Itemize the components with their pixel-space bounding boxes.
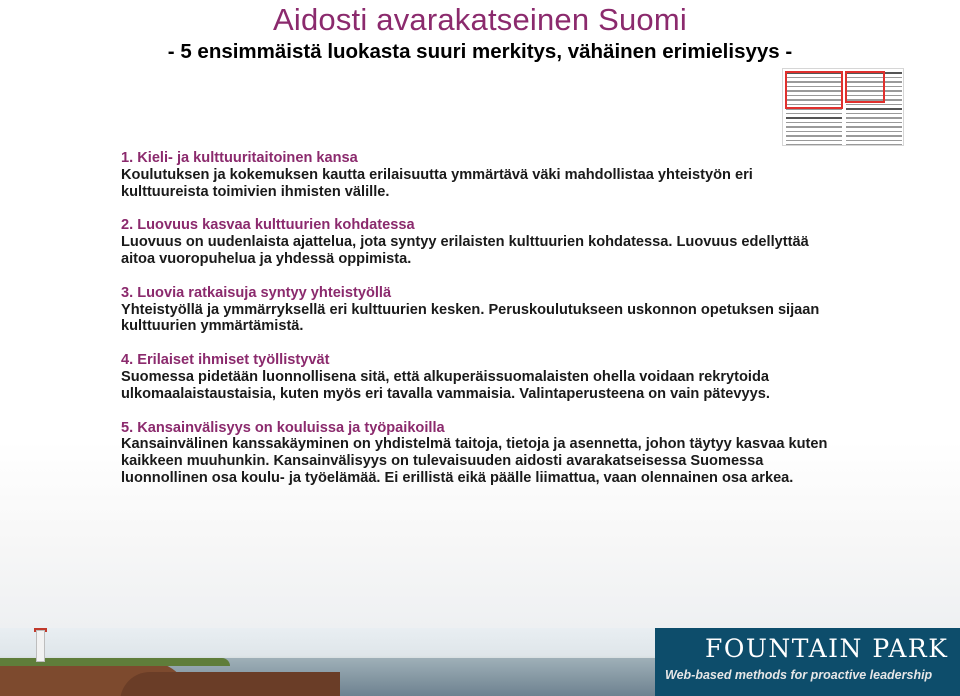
logo-tagline: Web-based methods for proactive leadership	[665, 668, 933, 682]
vision-list	[121, 150, 841, 504]
fountain-park-logo	[655, 628, 960, 696]
highlight-box	[845, 71, 885, 103]
item-heading: 5. Kansainvälisyys on kouluissa ja työpaikoilla	[121, 419, 445, 436]
page-title: Aidosti avarakatseinen Suomi	[273, 2, 687, 37]
list-item	[121, 217, 841, 267]
list-item	[121, 150, 841, 200]
coastline-photo	[0, 628, 655, 696]
item-text: Yhteistyöllä ja ymmärryksellä eri kulttuurien kesken. Peruskoulutukseen uskonnon opetuksen sijaan kulttuurien ymmärtämistä.	[121, 301, 820, 335]
item-text: Koulutuksen ja kokemuksen kautta erilaisuutta ymmärtävä väki mahdollistaa yhteistyön eri kulttuureista toimivien ihmisten välille.	[121, 166, 753, 200]
list-item	[121, 285, 841, 335]
highlight-box	[785, 71, 843, 109]
item-heading: 4. Erilaiset ihmiset työllistyvät	[121, 352, 330, 369]
item-heading: 3. Luovia ratkaisuja syntyy yhteistyöllä	[121, 284, 392, 301]
page-subtitle: - 5 ensimmäistä luokasta suuri merkitys, vähäinen erimielisyys -	[167, 40, 793, 63]
list-item	[121, 352, 841, 402]
item-heading: 1. Kieli- ja kulttuuritaitoinen kansa	[121, 150, 358, 166]
item-text: Kansainvälinen kanssakäyminen on yhdistelmä taitoja, tietoja ja asennetta, johon täytyy kasvaa kuten kaikkeen muuhunkin. Kansainvälisyys on tulevaisuuden aidosti avarakatseisessa Suomessa luonnollinen osa koulu- ja työelämää. Ei erillistä eikä päälle liimattua, vaan olennainen osa arkea.	[121, 436, 828, 486]
item-text: Luovuus on uudenlaista ajattelua, jota syntyy erilaisten kulttuurien kohdatessa. Luovuus edellyttää aitoa vuoropuhelua ja yhdessä oppimista.	[121, 234, 809, 267]
results-thumbnail	[782, 68, 904, 146]
item-text: Suomessa pidetään luonnollisena sitä, että alkuperäissuomalaisten ohella voidaan rekrytoida ulkomaalaistaustaisia, kuten myös eri tavalla vammaisia. Valintaperusteena on vain pätevyys.	[121, 368, 770, 402]
logo-brand: FOUNTAIN PARK	[705, 634, 949, 663]
list-item	[121, 420, 841, 487]
item-heading: 2. Luovuus kasvaa kulttuurien kohdatessa	[121, 217, 415, 234]
